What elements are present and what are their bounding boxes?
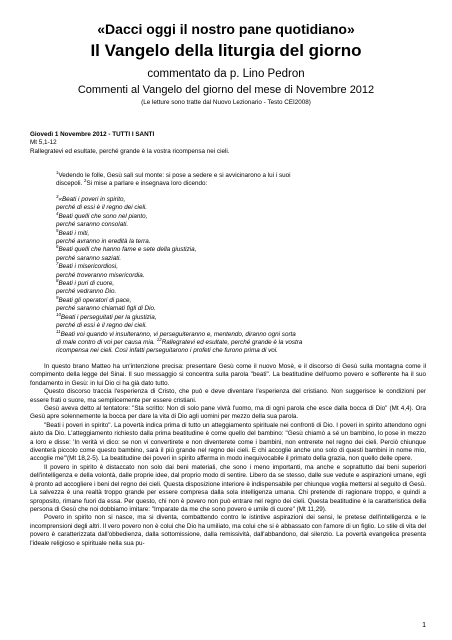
author-line: commentato da p. Lino Pedron — [147, 68, 305, 80]
verse-text: perché saranno saziati. — [56, 254, 122, 262]
entry-header — [30, 131, 426, 156]
beatitude-line — [56, 328, 426, 339]
beatitude-line — [56, 246, 426, 254]
verse-number: 10 — [56, 311, 61, 317]
verse-text: di male contro di voi per causa mia. — [56, 338, 157, 346]
verse-text: Beati i misericordiosi, — [58, 263, 118, 271]
verse-number: 6 — [56, 244, 59, 250]
verse-text: perché saranno chiamati figli di Dio. — [56, 305, 156, 313]
verse-text: perché troveranno misericordia. — [56, 271, 145, 279]
verse-text: Beati i puri di cuore, — [58, 280, 115, 288]
beatitude-line — [56, 227, 426, 238]
verse-text: perché vedranno Dio. — [56, 288, 117, 296]
gospel-intro — [56, 169, 426, 189]
verse-text: perché di essi è il regno dei cieli. — [56, 322, 148, 330]
beatitude-line — [56, 311, 426, 322]
verse-text: discepoli. — [56, 180, 85, 188]
verse-text: Beati i perseguitati per la giustizia, — [60, 313, 157, 321]
verse-text: Beati i miti, — [58, 229, 90, 237]
beatitude-line — [56, 347, 426, 355]
verse-text: perché di essi è il regno dei cieli. — [56, 204, 148, 212]
verse-number: 7 — [56, 261, 59, 267]
beatitude-line — [56, 221, 426, 229]
beatitude-line — [56, 305, 426, 313]
commentary — [30, 363, 426, 548]
commentary-paragraph: "Beati i poveri in spirito". La povertà indica prima di tutto un atteggiamento spirituale nei confronti di Dio. I poveri in spirito attendono ogni aiuto da Dio. L'atteggiamento richiesto dalla prima beatitudine è come quello del bambino: "Gesù chiamò a sé un bambino, lo pose in mezzo a loro e disse: 'In verità vi dico: se non vi convertirete e non diventerete come i bambini, non entrerete nel regno dei cieli. Perciò chiunque diventerà piccolo come questo bambino, sarà il più grande nel regno dei cieli. E chi accoglie anche uno solo di questi bambini in nome mio, accoglie me'"(Mt 18,2-5). La beatitudine dei poveri in spirito afferma in modo inequivocabile il primato della grazia, non quello delle opere. — [30, 421, 426, 463]
verse-number: 5 — [56, 227, 59, 233]
source-note: (Le letture sono tratte dal Nuovo Lezionario - Testo CEI2008) — [141, 99, 311, 106]
beatitudes-text — [56, 193, 426, 356]
page-number: 1 — [422, 622, 426, 629]
verse-text: Rallegratevi ed esultate, perché grande è la vostra — [161, 338, 303, 346]
beatitude-line — [56, 322, 426, 330]
verse-number: 2 — [84, 178, 87, 184]
day-heading: Giovedì 1 Novembre 2012 - TUTTI I SANTI — [30, 131, 155, 138]
verse-text: Si mise a parlare e insegnava loro dicendo: — [86, 180, 208, 188]
antiphon: Rallegratevi ed esultate, perché grande è la vostra ricompensa nei cieli. — [30, 147, 230, 155]
verse-number: 4 — [56, 210, 59, 216]
commentary-paragraph: Il povero in spirito è distaccato non solo dai beni materiali, che sono i meno importanti, ma anche e soprattutto dai beni superiori dell'intelligenza e della volontà, dalle proprie idee, dal proprio modo di sentire. Libero da se stesso, dalle sue vedute e aspirazioni umane, egli è pronto ad accogliere i beni del regno dei cieli. Questa disposizione interiore è indispensabile per chiunque voglia mettersi al seguito di Gesù. La salvezza è una realtà troppo grande per essere compresa dalla sola intelligenza umana. Chi pretende di ragionare troppo, e quindi a sproposito, rimane fuori da essa. Per questo, chi non è povero non può entrare nel regno dei cieli. Questa beatitudine è la caratteristica della persona di Gesù che noi dobbiamo imitare: "Imparate da me che sono povero e umile di cuore" (Mt 11,29). — [30, 463, 426, 513]
verse-text: Beati quelli che sono nel pianto, — [58, 212, 148, 220]
beatitude-line — [56, 193, 426, 204]
verse-text: perché avranno in eredità la terra. — [56, 238, 151, 246]
commentary-paragraph: In questo brano Matteo ha un'intenzione precisa: presentare Gesù come il nuovo Mosè, e il discorso di Gesù sulla montagna come il compimento della legge del Sinai. Il suo messaggio si concentra sulla parola "beati". La beatitudine dell'uomo povero e sofferente ha il suo fondamento in Gesù: in lui Dio ci ha già dato tutto. — [30, 363, 426, 387]
gospel-reference: Mt 5,1-12 — [30, 139, 57, 147]
beatitude-line — [56, 210, 426, 221]
verse-text: ricompensa nei cieli. Così infatti perseguitarono i profeti che furono prima di voi. — [56, 347, 278, 355]
beatitude-line — [56, 204, 426, 212]
commentary-paragraph: Gesù aveva detto al tentatore: "Sta scritto: Non di solo pane vivrà l'uomo, ma di ogni parola che esce dalla bocca di Dio" (Mt 4,4). Ora Gesù apre solennemente la bocca per dare la vita di Dio agli uomini per mezzo della sua parola. — [30, 405, 426, 421]
main-title: Il Vangelo della liturgia del giorno — [90, 41, 362, 60]
verse-number: 1 — [56, 169, 59, 175]
beatitude-line — [56, 277, 426, 288]
verse-text: «Beati i poveri in spirito, — [58, 196, 126, 203]
beatitude-line — [56, 272, 426, 280]
commentary-paragraph: Povero in spirito non si nasce, ma si diventa, combattendo contro le istintive aspirazioni dei sensi, le pretese dell'intelligenza e le incomprensioni degli altri. Il vero povero non è colui che Dio ha umiliato, ma colui che si è abbassato con l'amore di un figlio. Lo stile di vita del povero è caratterizzata dall'obbedienza, dalla sottomissione, dalla remissività, dall'abbandono, dal silenzio. La povertà evangelica presenta l'ideale religioso e spirituale nella sua pu- — [30, 514, 426, 547]
subtitle: Commenti al Vangelo del giorno del mese di Novembre 2012 — [77, 84, 375, 96]
beatitude-line — [56, 294, 426, 305]
beatitude-line — [56, 336, 426, 347]
verse-text: Beati voi quando vi insulteranno, vi perseguiteranno e, mentendo, diranno ogni sorta — [60, 330, 296, 338]
verse-text: Beati quelli che hanno fame e sete della giustizia, — [58, 246, 197, 254]
verse-number: 11 — [56, 328, 61, 334]
gospel-line — [56, 180, 426, 188]
commentary-paragraph: Questo discorso traccia l'esperienza di Cristo, che può e deve diventare l'esperienza del cristiano. Non suggerisce le condizioni per essere frati o suore, ma semplicemente per essere cristiani. — [30, 388, 426, 404]
beatitude-line — [56, 255, 426, 263]
verse-number: 8 — [56, 277, 59, 283]
verse-number: 3 — [56, 193, 59, 199]
verse-text: perché saranno consolati. — [56, 221, 129, 229]
series-title: «Dacci oggi il nostro pane quotidiano» — [97, 21, 355, 37]
beatitude-line — [56, 263, 426, 271]
verse-text: Vedendo le folle, Gesù salì sul monte: si pose a sedere e si avvicinarono a lui i suoi — [58, 172, 291, 179]
verse-number: 9 — [56, 294, 59, 300]
beatitude-line — [56, 288, 426, 296]
verse-number: 12 — [156, 336, 162, 342]
verse-text: Beati gli operatori di pace, — [58, 296, 132, 304]
